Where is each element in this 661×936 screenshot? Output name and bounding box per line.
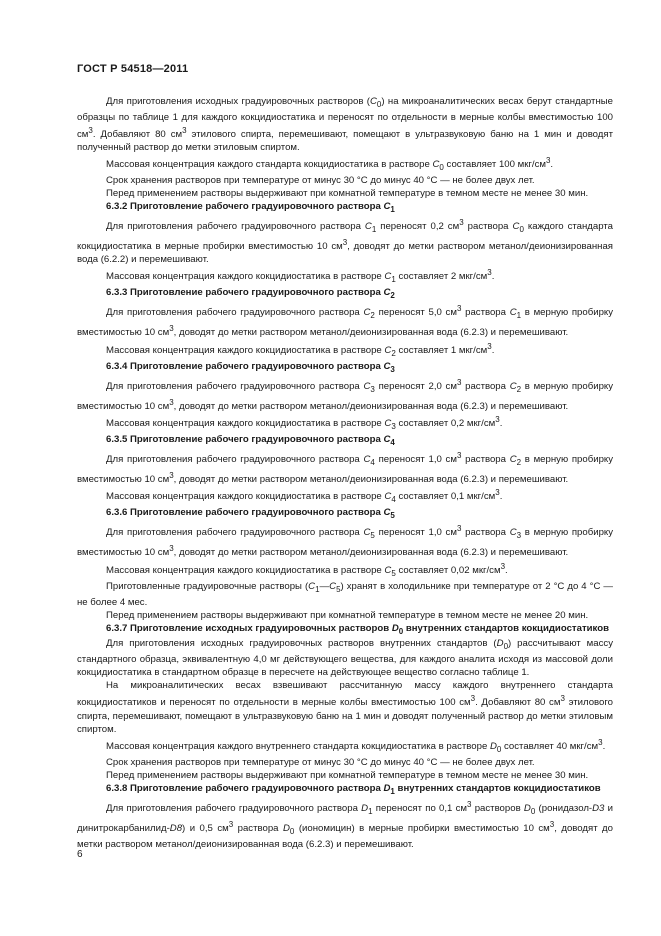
paragraph: Массовая концентрация каждого стандарта кокцидиостатика в растворе $C_0$ составляет 100 мкг/$см^3$. xyxy=(106,156,554,173)
paragraph: Перед применением растворы выдерживают при комнатной температуре в темном месте не менее 20 мин. xyxy=(106,609,589,621)
paragraph: Для приготовления рабочего градуировочного раствора $C_4$ переносят 1,0 $см^3$ раствора $C_2$ в мерную пробирку вместимостью 10 $см^3$, доводят до метки раствором метанол/деионизированная вода (6.2.3) и перемешивают. xyxy=(77,450,614,486)
section-heading: 6.3.5 Приготовление рабочего градуировочного раствора $C_4$ xyxy=(106,434,395,447)
section-heading: 6.3.2 Приготовление рабочего градуировочного раствора $C_1$ xyxy=(106,201,395,215)
paragraph: Массовая концентрация каждого кокцидиостатика в растворе $C_2$ составляет 1 мкг/$см^3$. xyxy=(106,341,495,358)
paragraph: Срок хранения растворов при температуре от минус 30 °С до минус 40 °С — не более двух лет. xyxy=(106,756,535,768)
paragraph: Массовая концентрация каждого кокцидиостатика в растворе $C_4$ составляет 0,1 мкг/$см^3$. xyxy=(106,488,503,505)
paragraph: Перед применением растворы выдерживают при комнатной температуре в темном месте не менее 30 мин. xyxy=(106,769,589,781)
document-body xyxy=(77,95,613,851)
paragraph: Для приготовления исходных градуировочных растворов $(C_0)$ на микроаналитических весах берут стандартные образцы по таблице 1 для каждого кокцидиостатика и переносят по отдельности в мерные колбы вместимостью 100 $см^3$. Добавляют 80 $см^3$ этилового спирта, перемешивают, помещают в ультразвуковую баню на 1 мин и доводят полученный раствор до метки этиловым спиртом. xyxy=(77,96,613,154)
paragraph: На микроаналитических весах взвешивают рассчитанную массу каждого внутреннего стандарта кокцидиостатиков и переносят по отдельности в мерные колбы вместимостью 100 $см^3$. Добавляют 80 $см^3$ этилового спирта, перемешивают, помещают в ультразвуковую баню на 1 мин и доводят полученный раствор до метки этиловым спиртом. xyxy=(77,680,614,735)
paragraph: Срок хранения растворов при температуре от минус 30 °С до минус 40 °С — не более двух лет. xyxy=(106,175,535,187)
paragraph: Перед применением растворы выдерживают при комнатной температуре в темном месте не менее 30 мин. xyxy=(106,188,589,200)
paragraph: Для приготовления исходных градуировочных растворов внутренних стандартов $(D_0)$ рассчитывают массу стандартного образца, эквивалентную 4,0 мг действующего вещества, для каждого аналита исходя из массовой доли кокцидиостатика в стандартном образце в пересчете на действующее вещество согласно таблице 1. xyxy=(77,638,613,679)
section-heading: 6.3.7 Приготовление исходных градуировочных растворов $D_0$ внутренних стандартов кокцидиостатиков xyxy=(106,622,609,636)
section-heading: 6.3.8 Приготовление рабочего градуировочного раствора $D_1$ внутренних стандартов кокцидиостатиков xyxy=(106,782,601,796)
paragraph: Для приготовления рабочего градуировочного раствора $C_5$ переносят 1,0 $см^3$ раствора $C_3$ в мерную пробирку вместимостью 10 $см^3$, доводят до метки раствором метанол/деионизированная вода (6.2.3) и перемешивают. xyxy=(77,524,614,559)
paragraph: Приготовленные градуировочные растворы $(C_1—C_5)$ хранят в холодильнике при температуре от 2 °С до 4 °С — не более 4 мес. xyxy=(77,580,614,608)
paragraph: Для приготовления рабочего градуировочного раствора $C_3$ переносят 2,0 $см^3$ раствора $C_2$ в мерную пробирку вместимостью 10 $см^3$, доводят до метки раствором метанол/деионизированная вода (6.2.3) и перемешивают. xyxy=(77,377,614,412)
paragraph: Массовая концентрация каждого кокцидиостатика в растворе $C_1$ составляет 2 мкг/$см^3$. xyxy=(106,268,495,285)
paragraph: Для приготовления рабочего градуировочного раствора $D_1$ переносят по 0,1 $см^3$ растворов $D_0$ (ронидазол-D3 и динитрокарбанилид-D8) и 0,5 $см^3$ раствора $D_0$ (иономицин) в мерные пробирки вместимостью 10 $см^3$, доводят до метки раствором метанол/деионизированная вода (6.2.3) и перемешивают. xyxy=(77,799,613,850)
section-heading: 6.3.4 Приготовление рабочего градуировочного раствора $C_3$ xyxy=(106,360,395,374)
paragraph: Для приготовления рабочего градуировочного раствора $C_1$ переносят 0,2 $см^3$ раствора $C_0$ каждого стандарта кокцидиостатика в мерные пробирки вместимостью 10 $см^3$, доводят до метки раствором метанол/деионизированная вода (6.2.2) и перемешивают. xyxy=(77,218,613,266)
section-heading: 6.3.6 Приготовление рабочего градуировочного раствора $C_5$ xyxy=(106,507,395,521)
paragraph: Массовая концентрация каждого кокцидиостатика в растворе $C_3$ составляет 0,2 мкг/$см^3$. xyxy=(106,414,503,432)
document-header: ГОСТ Р 54518—2011 xyxy=(77,63,189,75)
paragraph: Для приготовления рабочего градуировочного раствора $C_2$ переносят 5,0 $см^3$ раствора $C_1$ в мерную пробирку вместимостью 10 $см^3$, доводят до метки раствором метанол/деионизированная вода (6.2.3) и перемешивают. xyxy=(77,304,614,339)
paragraph: Массовая концентрация каждого внутреннего стандарта кокцидиостатика в растворе $D_0$ составляет 40 мкг/$см^3$. xyxy=(106,737,606,754)
page-number: 6 xyxy=(77,849,83,860)
paragraph: Массовая концентрация каждого кокцидиостатика в растворе $C_5$ составляет 0,02 мкг/$см^3$. xyxy=(106,561,508,578)
section-heading: 6.3.3 Приготовление рабочего градуировочного раствора $C_2$ xyxy=(106,287,395,301)
